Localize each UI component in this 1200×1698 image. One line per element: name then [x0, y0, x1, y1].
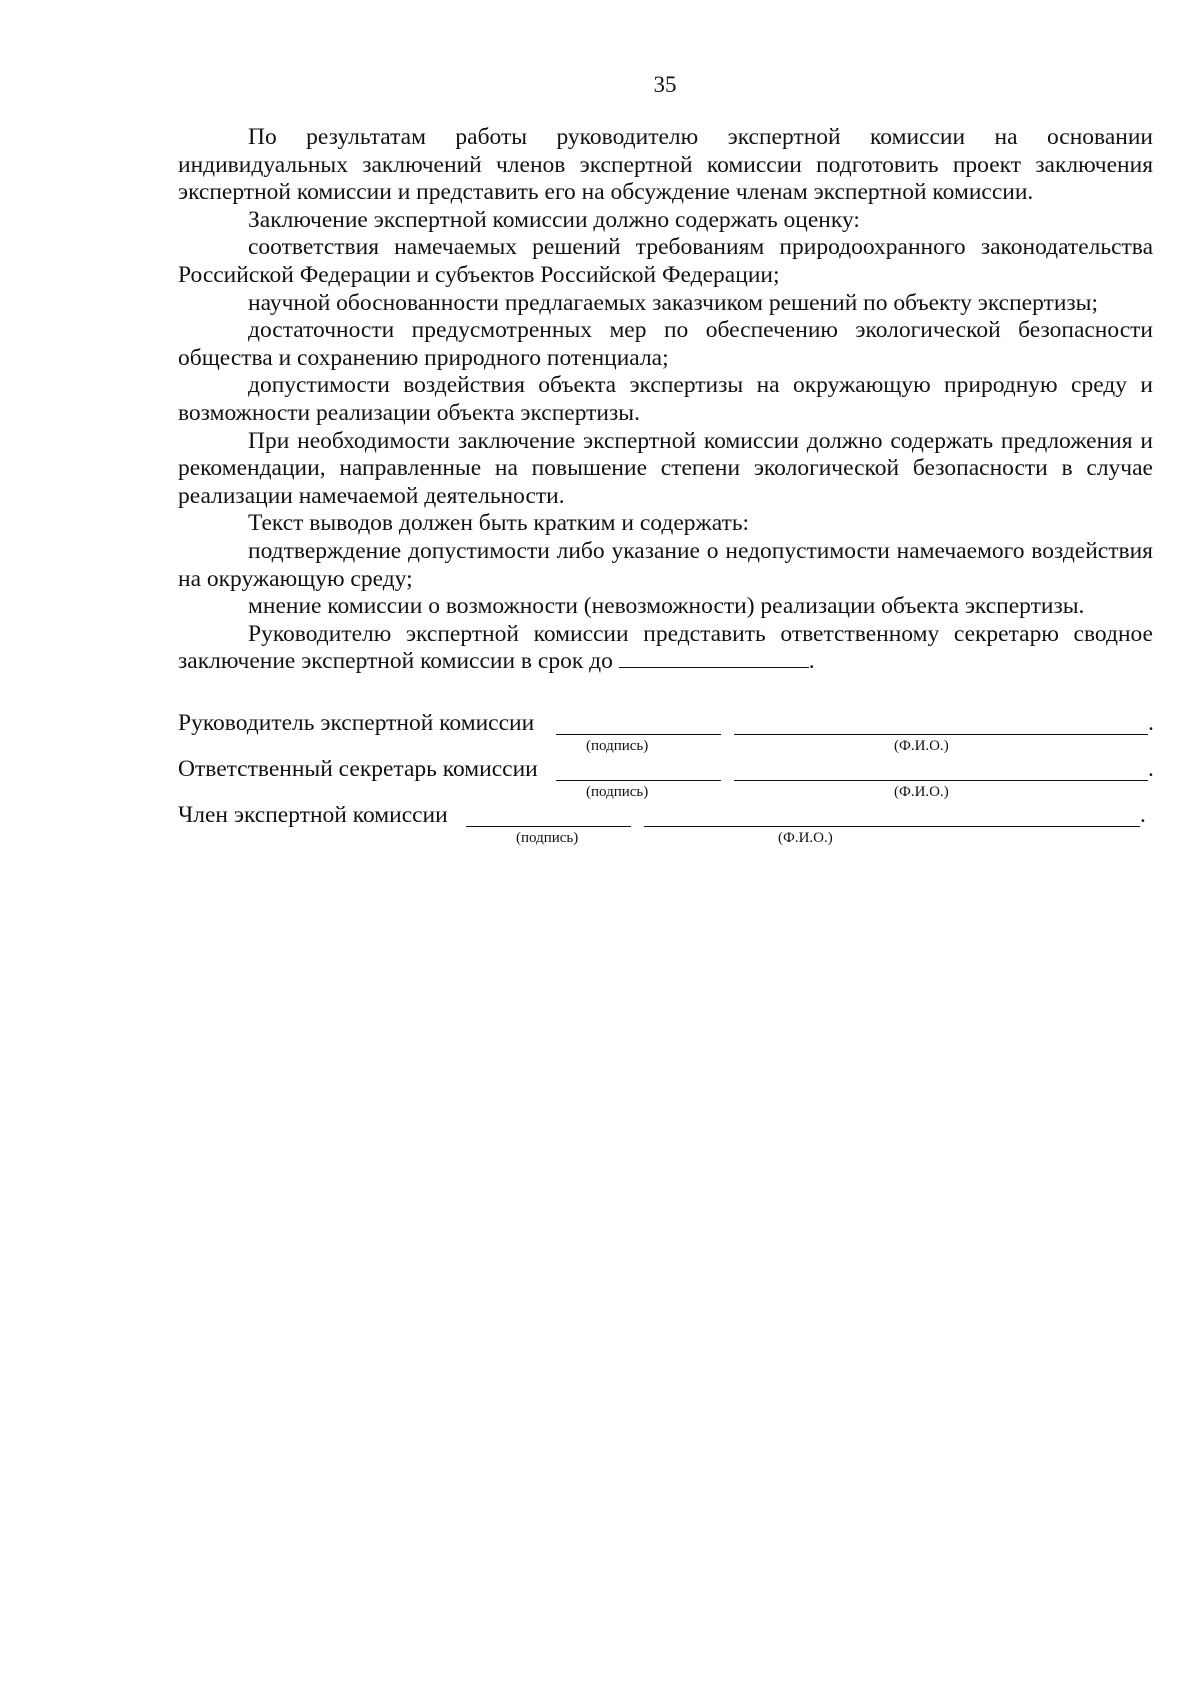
- name-line: [644, 826, 1140, 827]
- paragraph: По результатам работы руководителю экспертной комиссии на основании индивидуальных заключений членов экспертной комиссии подготовить проект заключения экспертной комиссии и представить его на обсуждение членам экспертной комиссии.: [178, 124, 1153, 206]
- document-body: [178, 124, 1153, 676]
- name-caption: (Ф.И.О.): [894, 738, 949, 754]
- paragraph: достаточности предусмотренных мер по обеспечению экологической безопасности общества и сохранению природного потенциала;: [178, 317, 1153, 371]
- line-end: .: [1148, 710, 1154, 736]
- signature-block: [178, 710, 1153, 848]
- deadline-paragraph: [178, 621, 1153, 676]
- signature-caption: (подпись): [586, 738, 649, 754]
- name-caption: (Ф.И.О.): [778, 830, 833, 846]
- name-line: [734, 734, 1148, 735]
- deadline-end: .: [808, 648, 815, 675]
- signature-row-head: [178, 710, 1153, 756]
- signature-caption: (подпись): [516, 830, 579, 846]
- paragraph: При необходимости заключение экспертной комиссии должно содержать предложения и рекомендации, направленные на повышение степени экологической безопасности в случае реализации намечаемой деятельности.: [178, 427, 1153, 509]
- paragraph: мнение комиссии о возможности (невозможности) реализации объекта экспертизы.: [248, 593, 1085, 620]
- line-end: .: [1148, 756, 1154, 782]
- line-end: .: [1140, 802, 1146, 828]
- paragraph: соответствия намечаемых решений требованиям природоохранного законодательства Российской Федерации и субъектов Российской Федерации;: [178, 234, 1153, 288]
- signature-line: [556, 734, 721, 735]
- name-line: [734, 780, 1148, 781]
- paragraph: подтверждение допустимости либо указание о недопустимости намечаемого воздействия на окружающую среду;: [178, 537, 1153, 592]
- signature-line: [556, 780, 721, 781]
- paragraph: допустимости воздействия объекта экспертизы на окружающую природную среду и возможности реализации объекта экспертизы.: [178, 372, 1153, 426]
- deadline-text: Руководителю экспертной комиссии представить ответственному секретарю сводное заключение экспертной комиссии в срок до: [178, 620, 1153, 675]
- signature-label: Руководитель экспертной комиссии: [178, 710, 535, 736]
- signature-label: Ответственный секретарь комиссии: [178, 756, 538, 782]
- paragraph: Заключение экспертной комиссии должно содержать оценку:: [248, 206, 860, 233]
- page-number: 35: [653, 72, 677, 97]
- signature-row-member: [178, 802, 1153, 848]
- signature-caption: (подпись): [586, 784, 649, 800]
- name-caption: (Ф.И.О.): [894, 784, 949, 800]
- signature-row-secretary: [178, 756, 1153, 802]
- paragraph: Текст выводов должен быть кратким и содержать:: [248, 510, 750, 537]
- deadline-blank: [619, 649, 809, 668]
- signature-line: [466, 826, 631, 827]
- paragraph: научной обоснованности предлагаемых заказчиком решений по объекту экспертизы;: [248, 289, 1098, 316]
- signature-label: Член экспертной комиссии: [178, 802, 448, 828]
